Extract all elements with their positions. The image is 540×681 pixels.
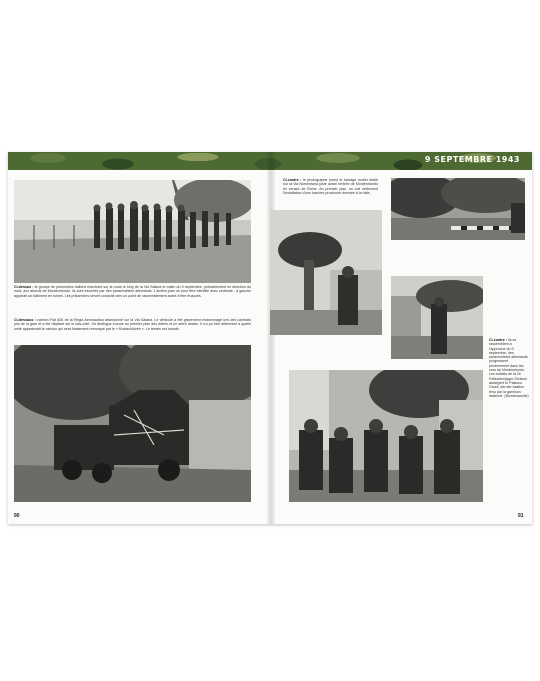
photo-paratroopers-group [289, 370, 483, 502]
caption-label: Ci-dessus : [14, 285, 34, 289]
page-number-left: 90 [14, 513, 20, 519]
photo-roadblock [391, 178, 525, 240]
caption-text: le photographe prend le barrage routier établi sur la Via Nomentana juste avant l'entrée de Monterotondo en venant de Rome. Au premier plan, on voit nettement l'installation d'une barrière provisoire dressée à la hâte. [283, 178, 379, 195]
caption-middle-left [14, 318, 251, 331]
caption-text: camion Fiat 626 de la Regia Aeronautica abandonné sur la Via Salaria. Le véhicule a été gravement endommagé lors des combats pris de la gare et a été déplacé sur le bas-côté. On distingue encore au premier plan des débris et un arbre abattu. Il n'a pu être déterminé à quelle unité appartenait le camion qui sera finalement remorqué par le « Kradschützen ». Le terrain est inondé. [14, 318, 251, 331]
caption-top-right [283, 178, 378, 195]
page-number-right: 91 [518, 513, 524, 519]
photo-abandoned-truck [14, 345, 251, 502]
caption-label: Ci-dessous : [14, 318, 36, 322]
caption-text: Ils se rassemblent à l'approche du 9 septembre, des parachutistes allemands progressent prudemment dans les rues de Monterotondo. Les soldats de la 2e Fallschirmjäger-Division assiègent le Palazzo Orsini, dernier bastion tenu par la garnison italienne. (Bundesarchiv) [489, 338, 529, 398]
caption-side-right [489, 338, 529, 398]
header-date: 9 SEPTEMBRE 1943 [424, 155, 520, 164]
caption-label: Ci-contre : [489, 338, 507, 342]
caption-text: le groupe de prisonniers italiens marchant sur la route le long de la Via Salaria le matin du 9 septembre, probablement en direction du nord, aux abords de Monterotondo. Ils sont escortés par des parachutistes allemands. L'arrière-plan ne peut être identifié avec certitude ; à gauche apparaît un bâtiment en ruines. Les prisonniers seront conduits vers un point de rassemblement avant d'être évacués. [14, 285, 252, 298]
book-gutter [267, 152, 275, 524]
caption-top-left [14, 285, 251, 298]
caption-label: Ci-contre : [283, 178, 302, 182]
photo-soldier-palm [270, 210, 382, 335]
photo-prisoners-march [14, 180, 251, 283]
photo-soldier-gate [391, 276, 483, 359]
book-spread [8, 152, 532, 524]
